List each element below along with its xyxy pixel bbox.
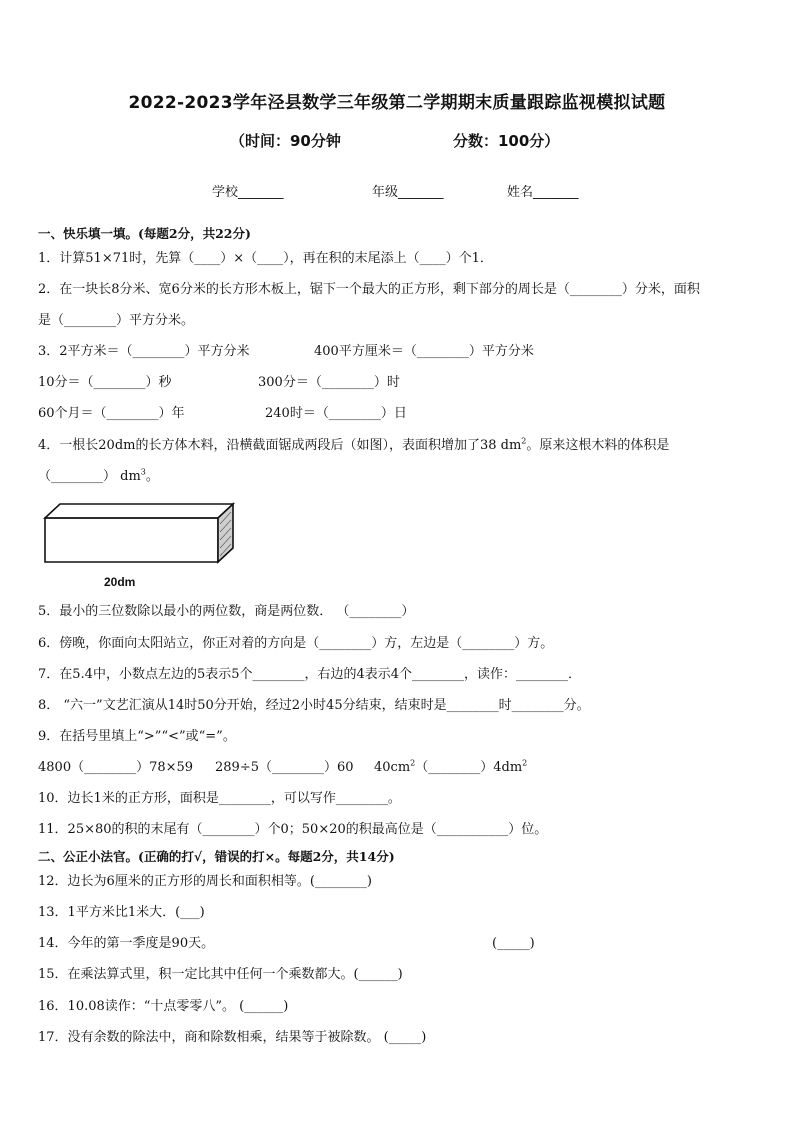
question-4-line-1: 4．一根长20dm的长方体木料，沿横截面锯成两段后（如图），表面积增加了38 $dm^2$。原来这根木料的体积是 xyxy=(38,436,670,453)
question-6: 6．傍晚，你面向太阳站立，你正对着的方向是（________）方，左边是（________）方。 xyxy=(38,636,554,651)
question-2-line-1: 2．在一块长8分米、宽6分米的长方形木板上，锯下一个最大的正方形，剩下部分的周长是（________）分米，面积 xyxy=(38,282,700,297)
question-9-part-b: 289÷5（________）60 xyxy=(215,760,354,775)
question-9-part-c: $40cm^2(\_\_\_\_\_\_\_\_)4dm^2$ xyxy=(374,758,528,775)
name-field[interactable]: 姓名_______ xyxy=(507,185,579,200)
exam-time: （时间：90分钟 xyxy=(230,132,341,150)
question-9: 9．在括号里填上“>”“<”或“=”。 xyxy=(38,729,236,744)
question-3-row-1-left: 3．2平方米＝（________）平方分米 xyxy=(38,344,250,359)
question-11: 11．25×80的积的末尾有（________）个0；50×20的积最高位是（___________）位。 xyxy=(38,822,548,837)
question-3-row-2-right: 300分＝（________）时 xyxy=(258,375,400,390)
question-9-part-a: 4800（________）78×59 xyxy=(38,760,194,775)
question-16: 16．10.08读作：“十点零零八”。 (______) xyxy=(38,999,289,1014)
school-field[interactable]: 学校_______ xyxy=(212,185,284,200)
question-14: 14．今年的第一季度是90天。 xyxy=(38,936,215,951)
question-1: 1．计算51×71时，先算（____）×（____），再在积的末尾添上（____）个1． xyxy=(38,251,493,266)
question-5: 5．最小的三位数除以最小的两位数，商是两位数． （________） xyxy=(38,604,415,619)
cuboid-outline xyxy=(45,504,233,562)
question-12: 12．边长为6厘米的正方形的周长和面积相等。(________) xyxy=(38,874,372,889)
grade-field[interactable]: 年级_______ xyxy=(372,185,444,200)
question-8: 8． “六一”文艺汇演从14时50分开始，经过2小时45分结束，结束时是________时________分。 xyxy=(38,698,590,713)
figure-length-label: 20dm xyxy=(104,575,136,589)
question-3-row-3-right: 240时＝（________）日 xyxy=(265,406,407,421)
question-13: 13．1平方米比1米大．(___) xyxy=(38,905,205,920)
section-2-heading: 二、公正小法官。(正确的打√，错误的打×。每题2分，共14分) xyxy=(38,849,395,864)
question-2-line-2: 是（________）平方分米。 xyxy=(38,313,195,328)
question-10: 10．边长1米的正方形，面积是________，可以写作________。 xyxy=(38,791,401,806)
question-7: 7．在5.4中，小数点左边的5表示5个________，右边的4表示4个________，读作：________． xyxy=(38,667,582,682)
question-14-answer-blank: (_____) xyxy=(492,936,535,951)
question-3-row-3-left: 60个月＝（________）年 xyxy=(38,406,185,421)
exam-score: 分数：100分） xyxy=(453,132,560,150)
wood-block-figure xyxy=(38,500,248,592)
question-3-row-2-left: 10分＝（________）秒 xyxy=(38,375,172,390)
question-15: 15．在乘法算式里，积一定比其中任何一个乘数都大。(______) xyxy=(38,967,403,982)
question-17: 17．没有余数的除法中，商和除数相乘，结果等于被除数。 (_____) xyxy=(38,1030,427,1045)
question-4-line-2: （________） $dm^3$。 xyxy=(38,467,159,484)
page-title: 2022-2023学年泾县数学三年级第二学期期末质量跟踪监视模拟试题 xyxy=(128,93,666,113)
question-3-row-1-right: 400平方厘米＝（________）平方分米 xyxy=(314,344,534,359)
section-1-heading: 一、快乐填一填。(每题2分，共22分) xyxy=(38,226,251,241)
